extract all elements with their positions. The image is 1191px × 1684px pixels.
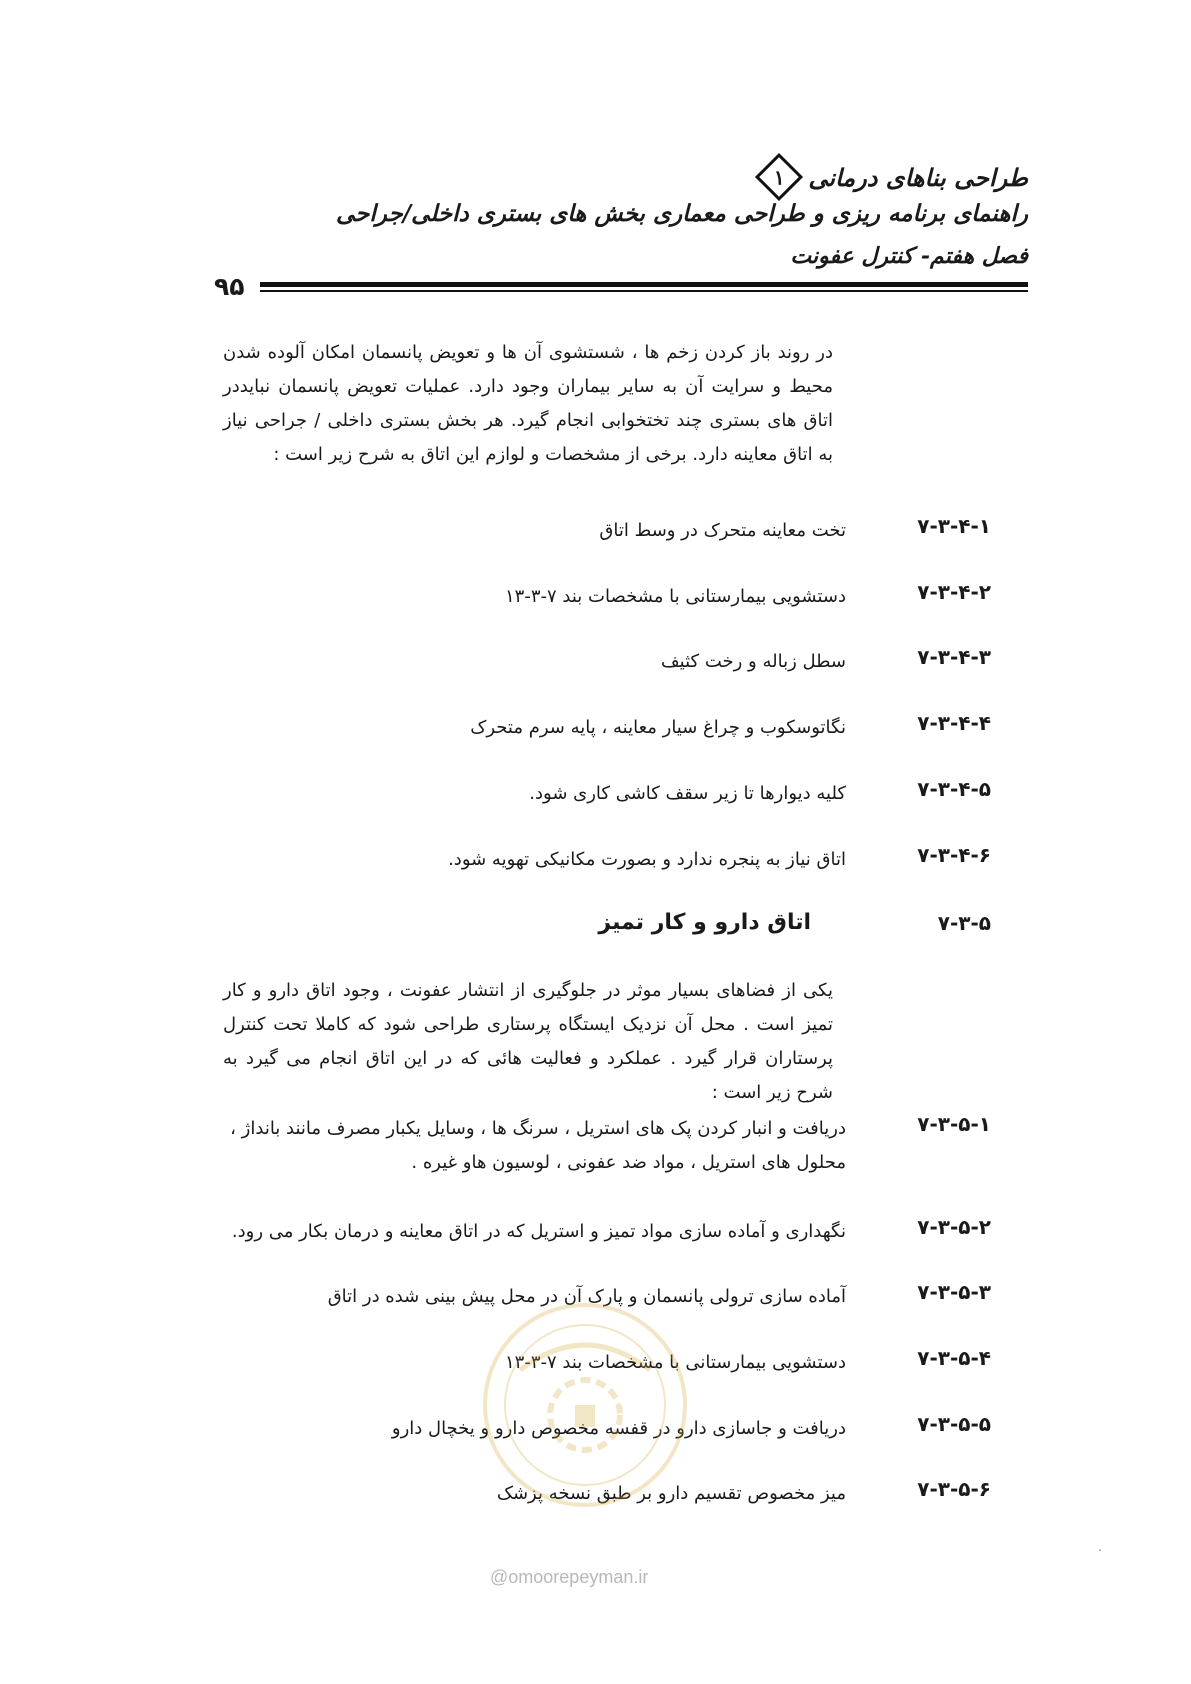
section-paragraph: یکی از فضاهای بسیار موثر در جلوگیری از انتشار عفونت ، وجود اتاق دارو و کار تمیز است . محل آن نزدیک ایستگاه پرستاری طراحی شود که کاملا تحت کنترل پرستاران قرار گیرد . عملکرد و فعالیت هائی که در این اتاق انجام می گیرد به شرح زیر است :: [223, 980, 833, 1103]
item-text: دریافت و انبار کردن پک های استریل ، سرنگ ها ، وسایل یکبار مصرف مانند بانداژ ، محلول های استریل ، مواد ضد عفونی ، لوسیون هاو غیره .: [230, 1118, 846, 1173]
item-text: تخت معاینه متحرک در وسط اتاق: [599, 520, 846, 541]
item-number: ۷-۳-۵-۳: [917, 1280, 991, 1304]
item-number: ۷-۳-۴-۳: [917, 645, 991, 669]
item-text: دستشویی بیمارستانی با مشخصات بند ۷-۳-۱۳: [505, 586, 846, 607]
section-title: اتاق دارو و کار تمیز: [598, 910, 811, 935]
item-number: ۷-۳-۵-۴: [917, 1346, 991, 1370]
item-number: ۷-۳-۴-۱: [917, 514, 991, 538]
item-text: آماده سازی ترولی پانسمان و پارک آن در محل پیش بینی شده در اتاق: [327, 1286, 846, 1307]
item-text: میز مخصوص تقسیم دارو بر طبق نسخه پزشک: [496, 1483, 846, 1504]
section-number: ۷-۳-۵: [937, 910, 991, 935]
item-text: دستشویی بیمارستانی با مشخصات بند ۷-۳-۱۳: [505, 1352, 846, 1373]
list-item: [529, 777, 991, 811]
item-text: نگاتوسکوب و چراغ سیار معاینه ، پایه سرم متحرک: [470, 717, 846, 738]
item-text: دریافت و جاسازی دارو در قفسه مخصوص دارو و یخچال دارو: [391, 1418, 846, 1439]
item-number: ۷-۳-۵-۲: [917, 1215, 991, 1239]
item-text: کلیه دیوارها تا زیر سقف کاشی کاری شود.: [529, 783, 846, 804]
item-text: سطل زباله و رخت کثیف: [661, 651, 846, 672]
list-item: [599, 514, 991, 548]
item-number: ۷-۳-۵-۶: [917, 1477, 991, 1501]
organization-stamp-logo: [480, 1300, 690, 1510]
section-heading: [598, 910, 991, 935]
volume-number: ۱: [773, 165, 785, 189]
item-number: ۷-۳-۴-۲: [917, 580, 991, 604]
list-item: [448, 843, 991, 877]
list-item: [328, 1280, 991, 1314]
volume-diamond-badge: [758, 156, 800, 198]
header-rule-thick: [260, 282, 1028, 287]
item-text: نگهداری و آماده سازی مواد تمیز و استریل که در اتاق معاینه و درمان بکار می رود.: [231, 1221, 846, 1242]
series-title-text: طراحی بناهای درمانی: [808, 162, 1028, 192]
list-item: [211, 1112, 991, 1180]
list-item: [232, 1215, 991, 1249]
book-title: راهنمای برنامه ریزی و طراحی معماری بخش های بستری داخلی/جراحی: [336, 200, 1028, 227]
item-number: ۷-۳-۵-۵: [917, 1412, 991, 1436]
item-number: ۷-۳-۵-۱: [917, 1112, 991, 1136]
scan-dot: .: [1098, 1540, 1102, 1554]
item-number: ۷-۳-۴-۵: [917, 777, 991, 801]
item-number: ۷-۳-۴-۴: [917, 711, 991, 735]
list-item: [661, 645, 991, 679]
intro-paragraph: در روند باز کردن زخم ها ، شستشوی آن ها و تعویض پانسمان امکان آلوده شدن محیط و سرایت آن به سایر بیماران وجود دارد. عملیات تعویض پانسمان نبایددر اتاق های بستری چند تختخوابی انجام گیرد. هر بخش بستری داخلی / جراحی نیاز به اتاق معاینه دارد. برخی از مشخصات و لوازم این اتاق به شرح زیر است :: [223, 342, 833, 465]
watermark-text: @omoorepeyman.ir: [490, 1567, 649, 1587]
chapter-title: فصل هفتم- کنترل عفونت: [790, 243, 1028, 269]
header-rule-thin: [260, 290, 1028, 292]
list-item: [505, 580, 991, 614]
list-item: [470, 711, 991, 745]
item-text: اتاق نیاز به پنجره ندارد و بصورت مکانیکی تهویه شود.: [448, 849, 846, 870]
page-number: ۹۵: [214, 272, 245, 301]
item-number: ۷-۳-۴-۶: [917, 843, 991, 867]
series-title: [758, 156, 1028, 198]
